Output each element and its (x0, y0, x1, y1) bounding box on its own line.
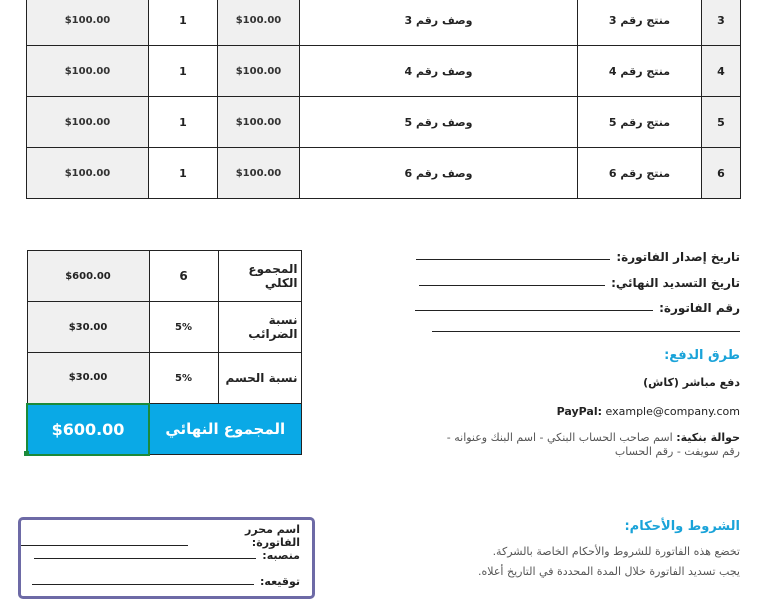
table-row (27, 46, 741, 97)
row-product: منتج رقم 3 (578, 0, 702, 46)
paypal-label: PayPal: (556, 405, 603, 418)
issue-date-field[interactable] (416, 259, 610, 260)
row-qty: 1 (149, 97, 218, 148)
row-description: وصف رقم 6 (300, 148, 578, 199)
position-label: منصبه: (262, 549, 300, 562)
discount-rate: 5% (149, 353, 218, 404)
issuer-field[interactable] (21, 545, 188, 546)
row-qty: 1 (149, 46, 218, 97)
issuer-label: اسم محرر الفاتورة: (245, 523, 300, 549)
position-field[interactable] (34, 558, 256, 559)
row-qty: 1 (149, 0, 218, 46)
bank-line1: اسم صاحب الحساب البنكي - اسم البنك وعنوانه - (446, 431, 673, 444)
payment-cash: دفع مباشر (كاش) (643, 376, 740, 389)
discount-row (27, 353, 301, 404)
tax-row (27, 302, 301, 353)
paypal-email: example@company.com (605, 405, 740, 418)
signature-row (32, 575, 300, 588)
row-total: $100.00 (27, 148, 149, 199)
bank-label: حوالة بنكية: (676, 431, 740, 444)
table-row (27, 148, 741, 199)
bank-line2: رقم سويفت - رقم الحساب (614, 445, 740, 458)
tax-rate: 5% (149, 302, 218, 353)
terms-heading: الشروط والأحكام: (624, 519, 740, 534)
terms-line1: تخضع هذه الفاتورة للشروط والأحكام الخاصة بالشركة. (492, 545, 740, 558)
signature-field[interactable] (32, 584, 254, 585)
due-date-label: تاريخ التسديد النهائي: (611, 276, 740, 290)
subtotal-amount: $600.00 (27, 251, 149, 302)
payment-paypal (557, 405, 740, 418)
due-date-row (419, 276, 740, 290)
invoice-number-row (415, 301, 740, 315)
totals-table (26, 250, 302, 456)
row-unit-price: $100.00 (218, 148, 300, 199)
payment-heading: طرق الدفع: (664, 348, 740, 363)
row-product: منتج رقم 5 (578, 97, 702, 148)
items-table (26, 0, 741, 199)
row-total: $100.00 (27, 46, 149, 97)
position-row (34, 549, 300, 562)
invoice-number-label: رقم الفاتورة: (659, 301, 740, 315)
table-row (27, 0, 741, 46)
subtotal-count: 6 (149, 251, 218, 302)
discount-amount: $30.00 (27, 353, 149, 404)
signature-box (18, 517, 315, 599)
subtotal-label: المجموع الكلي (218, 251, 301, 302)
row-total: $100.00 (27, 0, 149, 46)
row-qty: 1 (149, 148, 218, 199)
table-row (27, 97, 741, 148)
row-description: وصف رقم 4 (300, 46, 578, 97)
row-number: 6 (702, 148, 741, 199)
invoice-number-field[interactable] (415, 310, 653, 311)
row-description: وصف رقم 3 (300, 0, 578, 46)
discount-label: نسبة الحسم (218, 353, 301, 404)
row-description: وصف رقم 5 (300, 97, 578, 148)
row-total: $100.00 (27, 97, 149, 148)
subtotal-row (27, 251, 301, 302)
tax-amount: $30.00 (27, 302, 149, 353)
payment-bank (447, 431, 740, 459)
row-unit-price: $100.00 (218, 0, 300, 46)
row-number: 5 (702, 97, 741, 148)
row-product: منتج رقم 6 (578, 148, 702, 199)
final-total-row (27, 404, 301, 455)
row-product: منتج رقم 4 (578, 46, 702, 97)
signature-label: توقيعه: (260, 575, 300, 588)
tax-label: نسبة الضرائب (218, 302, 301, 353)
extra-info-line (432, 331, 740, 332)
row-unit-price: $100.00 (218, 97, 300, 148)
issuer-row (21, 523, 300, 549)
final-total-label: المجموع النهائي (149, 404, 301, 455)
row-unit-price: $100.00 (218, 46, 300, 97)
issue-date-row (416, 250, 740, 264)
issue-date-label: تاريخ إصدار الفاتورة: (616, 250, 740, 264)
due-date-field[interactable] (419, 285, 605, 286)
row-number: 4 (702, 46, 741, 97)
cell-selection-handle[interactable] (24, 451, 29, 456)
final-total-amount[interactable]: $600.00 (27, 404, 149, 455)
terms-line2: يجب تسديد الفاتورة خلال المدة المحددة في التاريخ أعلاه. (478, 565, 740, 578)
row-number: 3 (702, 0, 741, 46)
